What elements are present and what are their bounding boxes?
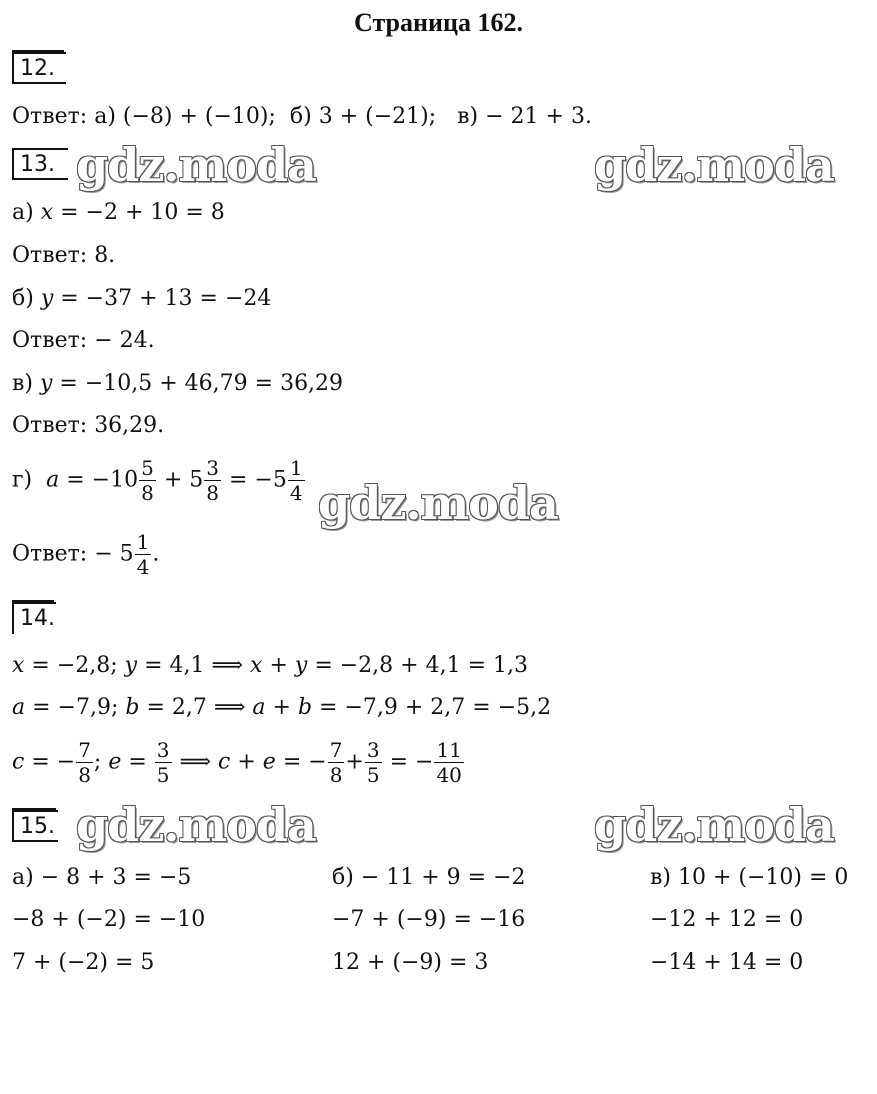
task-15-col-3-row-3: −14 + 14 = 0 [650,950,804,975]
fraction: $\frac{3}{5}$ [156,738,170,787]
task-15-col-2-row-3: 12 + (−9) = 3 [332,950,489,975]
task-12-number-label: 12. [20,56,55,81]
task-13-b-answer: Ответ: − 24. [12,328,155,353]
item-prefix: г) [12,467,33,493]
task-12-answer [12,106,592,128]
task-15-col-3-row-2: −12 + 12 = 0 [650,907,804,932]
task-13-c-answer: Ответ: 36,29. [12,413,165,438]
task-15-box-rule [12,808,56,810]
task-14-line-2: a = −7,9; b = 2,7 ⟹ a + b = −7,9 + 2,7 = −5,2 [12,695,552,720]
item-prefix: б) [12,286,34,311]
expression: = −37 + 13 = −24 [53,286,272,311]
fraction: $\frac{11}{40}$ [436,738,462,787]
task-15-number-label: 15. [20,814,55,839]
task-13-b [12,288,271,310]
fraction: $\frac{1}{4}$ [289,456,303,505]
task-12-c: в) − 21 + 3. [457,104,592,129]
watermark: gdz.moda [318,476,558,530]
answer-label: Ответ: − 5 [12,541,134,567]
fraction: $\frac{5}{8}$ [141,456,154,505]
task-15-col-2-row-2: −7 + (−9) = −16 [332,907,526,932]
task-14-number [12,602,56,634]
task-15-col-1-row-3: 7 + (−2) = 5 [12,950,155,975]
punctuation: . [152,541,160,567]
fraction: $\frac{7}{8}$ [329,738,343,787]
task-13-number-label: 13. [20,152,55,177]
variable: x [40,200,54,225]
variable: y [39,371,53,396]
task-15-col-1-row-1: а) − 8 + 3 = −5 [12,865,192,890]
expression: = −10,5 + 46,79 = 36,29 [52,371,344,396]
expression: + 5 [156,467,204,493]
watermark: gdz.moda [594,798,834,852]
task-13-a-answer: Ответ: 8. [12,243,116,268]
variable: a [46,467,60,493]
fraction: $\frac{3}{5}$ [366,738,380,787]
task-14-line-1: x = −2,8; y = 4,1 ⟹ x + y = −2,8 + 4,1 = 1,3 [12,653,528,678]
item-prefix: в) [12,371,33,396]
task-13-number [12,148,68,180]
watermark: gdz.moda [76,798,316,852]
page-title: Страница 162. [354,8,523,37]
task-14-box-rule [12,600,54,602]
task-12-box-rule [12,50,64,52]
watermark: gdz.moda [76,138,316,192]
task-14-number-label: 14. [20,606,55,631]
task-15-col-1-row-2: −8 + (−2) = −10 [12,907,206,932]
answer-label: Ответ: [12,104,88,129]
task-12-number [12,52,66,84]
task-12-b: б) 3 + (−21); [289,104,437,129]
task-15-col-3-row-1: в) 10 + (−10) = 0 [650,865,849,890]
fraction: $\frac{1}{4}$ [136,530,150,579]
expression: = −2 + 10 = 8 [53,200,225,225]
expression: = −5 [221,467,287,493]
task-12-a: а) (−8) + (−10); [94,104,276,129]
fraction: $\frac{7}{8}$ [78,738,91,787]
watermark: gdz.moda [594,138,834,192]
task-15-col-2-row-1: б) − 11 + 9 = −2 [332,865,526,890]
task-15-number [12,810,58,842]
fraction: $\frac{3}{8}$ [206,456,219,505]
task-13-d-answer [12,530,159,579]
task-13-a [12,202,225,224]
task-13-d [12,456,306,505]
expression: = −10 [59,467,139,493]
variable: y [40,286,54,311]
item-prefix: а) [12,200,34,225]
task-13-c [12,373,343,395]
task-14-line-3: c = − $\frac{7}{8}$ ; e = $\frac{3}{5}$ ⟹ c + e = − $\frac{7}{8}$ + $\frac{3}{5}$ = − $\frac{11}{40}$ [12,738,462,787]
